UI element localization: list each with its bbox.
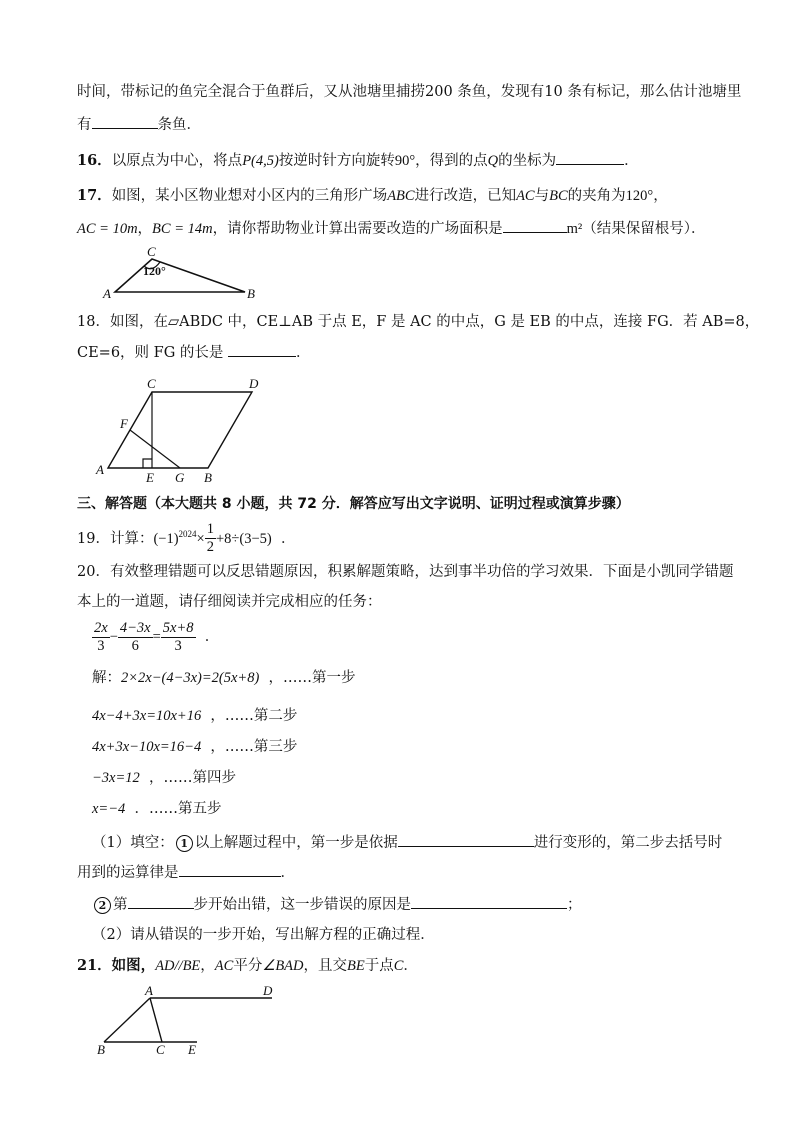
parallelogram-abdc-figure [92,376,272,484]
segment-ac [150,998,162,1042]
section-3-heading: 三、解答题（本大题共 8 小题，共 72 分．解答应写出文字说明、证明过程或演算步骤） [77,496,630,512]
answer-blank[interactable] [556,150,624,165]
label-c: C [156,1042,165,1056]
label-e: E [188,1042,196,1056]
q15-line2: 有 条鱼． [77,114,201,135]
label-e: E [146,470,154,484]
segment-fg [130,430,180,468]
circled-number-1: 1 [176,835,193,852]
right-angle-mark [143,459,152,468]
q15-line1: 时间，带标记的鱼完全混合于鱼群后，又从池塘里捕捞200 条鱼，发现有10 条有标记，那么估计池塘里 [77,84,742,100]
parallel-lines-figure [92,984,282,1056]
label-a: A [103,286,111,301]
solution-step-5: x=−4 ．……第五步 [92,801,222,817]
question-17-line1: 17．如图，某小区物业想对小区内的三角形广场ABC进行改造，已知AC与BC的夹角为120°， [77,187,668,204]
answer-blank[interactable] [411,894,567,909]
solution-step-4: −3x=12 ，……第四步 [92,770,236,786]
label-d: D [249,376,259,391]
label-d: D [263,984,273,998]
label-c: C [147,376,156,391]
answer-blank[interactable] [398,832,534,847]
answer-blank[interactable] [179,862,281,877]
question-20-equation: $\frac{2x}{3}$ − $\frac{4-3x}{6}$ = $\frac{5x+8}{3}$ ． [94,619,220,654]
question-18-line2: CE=6，则 FG 的长是 ． [77,342,311,363]
question-20-line2: 本上的一道题，请仔细阅读并完成相应的任务： [77,594,382,610]
label-g: G [175,470,185,484]
question-19: 19．计算：$(-1)^{2024}\times$ $\frac{1}{2}$ +8÷(3−5) ． [77,521,296,556]
label-a: A [96,462,104,477]
task-1-line2: 用到的运算律是 ． [77,862,295,883]
question-21: 21．如图，AD//BE，AC平分∠BAD，且交BE于点C． [77,957,418,974]
triangle-abc-figure [100,240,265,302]
question-16: 16．以原点为中心，将点P(4,5)按逆时针方向旋转90°，得到的点Q的坐标为 ． [77,152,639,169]
answer-blank[interactable] [503,218,567,233]
triangle-shape [115,259,245,292]
fraction-half: $\frac{1}{2}$ [206,521,214,556]
question-20-line1: 20．有效整理错题可以反思错题原因，积累解题策略，达到事半功倍的学习效果．下面是小凯同学错题 [77,564,734,580]
label-c: C [147,244,156,259]
answer-blank[interactable] [128,894,194,909]
label-f: F [120,416,128,431]
segment-ab [104,998,150,1042]
angle-120-label: 120° [143,264,166,278]
label-b: B [247,286,255,301]
question-17-line2: AC = 10m，BC = 14m，请你帮助物业计算出需要改造的广场面积是 m²（结果保留根号）． [77,218,705,239]
parallelogram-shape [108,392,252,468]
solution-step-2: 4x−4+3x=10x+16 ，……第二步 [92,708,298,724]
answer-blank[interactable] [92,114,158,129]
answer-blank[interactable] [228,342,296,357]
solution-step-1: 解：2×2x−(4−3x)=2(5x+8) ，……第一步 [92,670,356,686]
question-18-line1: 18．如图，在▱ABDC 中，CE⊥AB 于点 E，F 是 AC 的中点，G 是 EB 的中点，连接 FG．若 AB=8， [77,314,760,330]
task-1-part-2: 2 第 步开始出错，这一步错误的原因是 ； [92,894,582,915]
task-2: （2）请从错误的一步开始，写出解方程的正确过程． [92,927,435,943]
task-1-line1: （1）填空： 1 以上解题过程中，第一步是依据 进行变形的，第二步去括号时 [92,832,722,853]
circled-number-2: 2 [94,897,111,914]
label-a: A [145,984,153,998]
label-b: B [204,470,212,484]
solution-step-3: 4x+3x−10x=16−4 ，……第三步 [92,739,298,755]
label-b: B [97,1042,105,1056]
